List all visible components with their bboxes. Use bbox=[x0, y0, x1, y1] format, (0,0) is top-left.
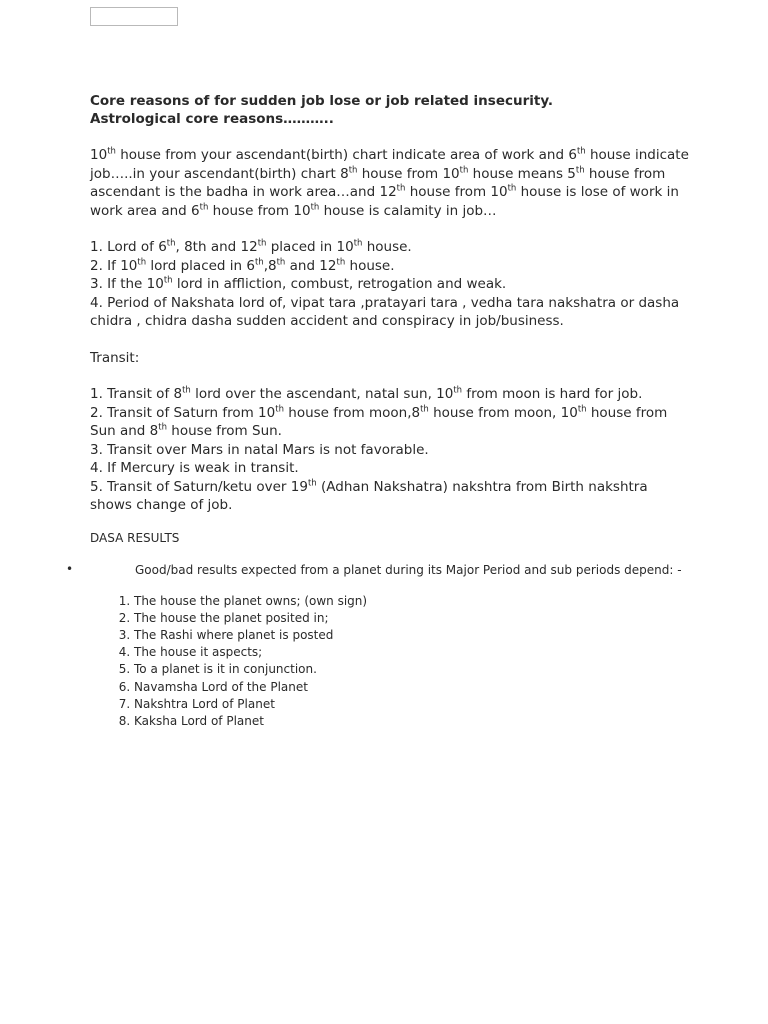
list-item: 3. The Rashi where planet is posted bbox=[134, 627, 690, 644]
dasa-factor-list bbox=[90, 593, 690, 731]
list-item: 7. Nakshtra Lord of Planet bbox=[134, 696, 690, 713]
reason-1: 1. Lord of 6th, 8th and 12th placed in 10th house. bbox=[90, 238, 412, 255]
title-line-1: Core reasons of for sudden job lose or job related insecurity. bbox=[90, 93, 554, 109]
transit-1: 1. Transit of 8th lord over the ascendant, natal sun, 10th from moon is hard for job. bbox=[90, 385, 643, 402]
bullet-icon: • bbox=[66, 561, 74, 576]
title-line-2: Astrological core reasons……….. bbox=[90, 111, 334, 127]
dasa-intro: Good/bad results expected from a planet during its Major Period and sub periods depend: - bbox=[135, 562, 682, 577]
dasa-bullet-item bbox=[66, 561, 690, 579]
reason-3: 3. If the 10th lord in affliction, combust, retrogation and weak. bbox=[90, 275, 507, 292]
transit-2: 2. Transit of Saturn from 10th house from moon,8th house from moon, 10th house from Sun and 8th house from Sun. bbox=[90, 404, 668, 439]
list-item: 6. Navamsha Lord of the Planet bbox=[134, 679, 690, 696]
document-body bbox=[66, 92, 690, 730]
transit-4: 4. If Mercury is weak in transit. bbox=[90, 460, 299, 476]
list-item: 1. The house the planet owns; (own sign) bbox=[134, 593, 690, 610]
transit-5: 5. Transit of Saturn/ketu over 19th (Adhan Nakshatra) nakshtra from Birth nakshtra shows change of job. bbox=[90, 478, 648, 513]
reason-2: 2. If 10th lord placed in 6th,8th and 12th house. bbox=[90, 257, 395, 274]
dasa-heading: DASA RESULTS bbox=[90, 530, 180, 545]
list-item: 2. The house the planet posited in; bbox=[134, 610, 690, 627]
list-item: 8. Kaksha Lord of Planet bbox=[134, 713, 690, 730]
list-item: 4. The house it aspects; bbox=[134, 644, 690, 661]
reason-4: 4. Period of Nakshata lord of, vipat tara ,pratayari tara , vedha tara nakshatra or dasha chidra , chidra dasha sudden accident and conspiracy in job/business. bbox=[90, 294, 680, 329]
blank-box bbox=[90, 7, 178, 26]
list-item: 5. To a planet is it in conjunction. bbox=[134, 661, 690, 678]
transit-3: 3. Transit over Mars in natal Mars is not favorable. bbox=[90, 441, 429, 458]
transit-heading: Transit: bbox=[90, 349, 140, 366]
intro-paragraph: 10th house from your ascendant(birth) chart indicate area of work and 6th house indicate job…..in your ascendant(birth) chart 8th house from 10th house means 5th house from ascendant is the badha in work area…and 12th house from 10th house is lose of work in work area and 6th house from 10th house is calamity in job… bbox=[90, 146, 689, 219]
